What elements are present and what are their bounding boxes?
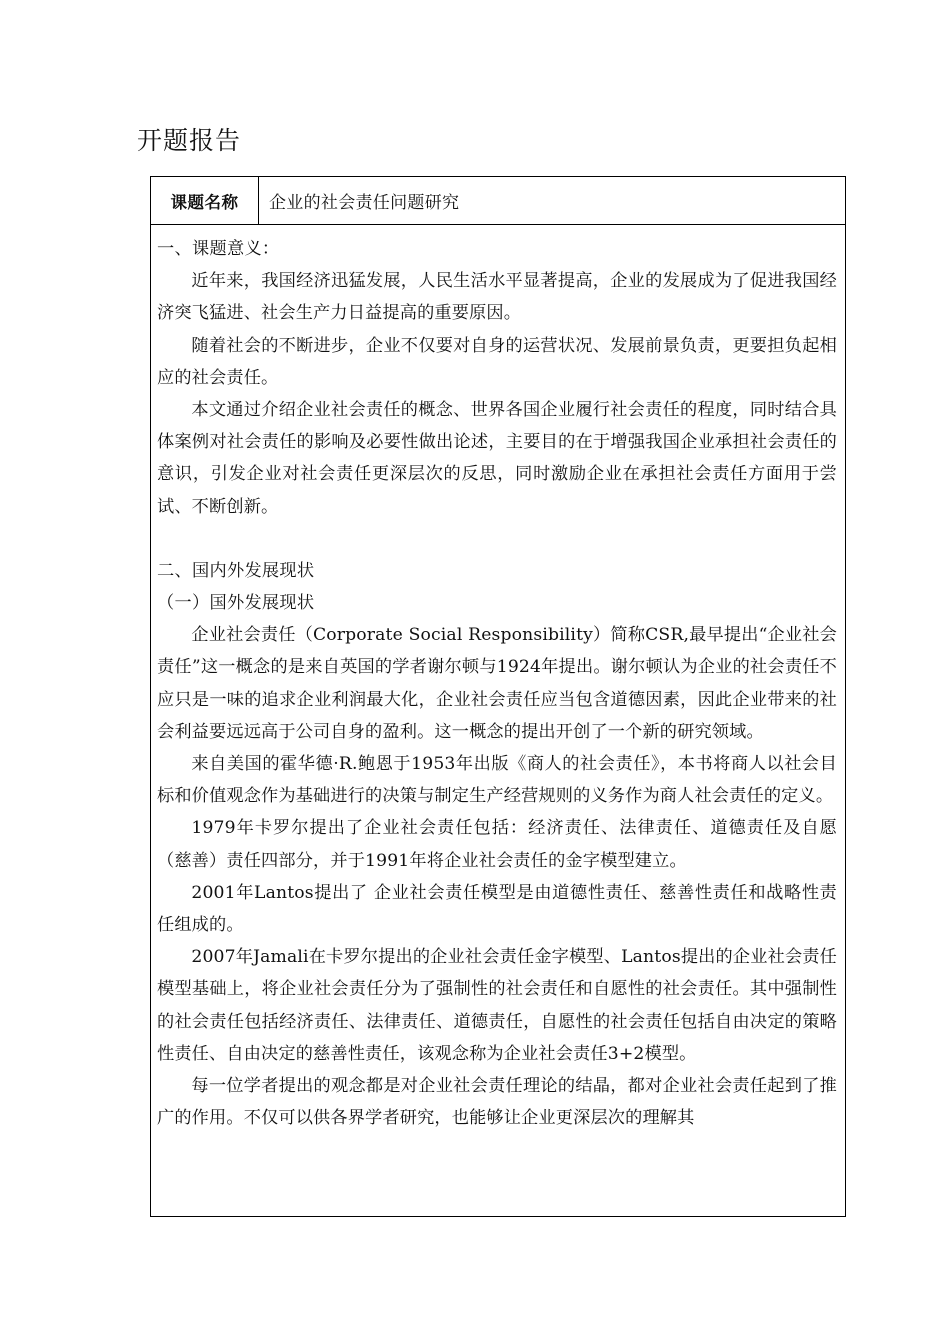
page-title: 开题报告	[137, 126, 242, 155]
topic-row	[151, 177, 845, 225]
paragraph: 近年来，我国经济迅猛发展，人民生活水平显著提高，企业的发展成为了促进我国经济突飞猛进、社会生产力日益提高的重要原因。	[157, 271, 837, 324]
paragraph: 2007年Jamali在卡罗尔提出的企业社会责任金字模型、Lantos提出的企业社会责任模型基础上，将企业社会责任分为了强制性的社会责任和自愿性的社会责任。其中强制性的社会责任包括经济责任、法律责任、道德责任，自愿性的社会责任包括自由决定的策略性责任、自由决定的慈善性责任，该观念称为企业社会责任3+2模型。	[157, 947, 837, 1064]
report-body	[151, 225, 845, 1134]
section-heading-significance: 一、课题意义：	[157, 239, 280, 259]
section-spacer	[157, 523, 837, 555]
topic-label: 课题名称	[151, 177, 259, 224]
topic-value: 企业的社会责任问题研究	[269, 193, 460, 213]
section-heading-status: 二、国内外发展现状	[157, 560, 315, 581]
paragraph: 来自美国的霍华德·R.鲍恩于1953年出版《商人的社会责任》，本书将商人以社会目标和价值观念作为基础进行的决策与制定生产经营规则的义务作为商人社会责任的定义。	[157, 754, 837, 807]
paragraph: 每一位学者提出的观念都是对企业社会责任理论的结晶，都对企业社会责任起到了推广的作用。不仅可以供各界学者研究，也能够让企业更深层次的理解其	[157, 1076, 837, 1129]
paragraph: 本文通过介绍企业社会责任的概念、世界各国企业履行社会责任的程度，同时结合具体案例对社会责任的影响及必要性做出论述，主要目的在于增强我国企业承担社会责任的意识，引发企业对社会责任更深层次的反思，同时激励企业在承担社会责任方面用于尝试、不断创新。	[157, 400, 837, 517]
paragraph: 2001年Lantos提出了 企业社会责任模型是由道德性责任、慈善性责任和战略性责任组成的。	[157, 882, 837, 936]
paragraph: 1979年卡罗尔提出了企业社会责任包括：经济责任、法律责任、道德责任及自愿（慈善）责任四部分，并于1991年将企业社会责任的金字模型建立。	[157, 818, 837, 871]
report-table	[150, 176, 846, 1217]
paragraph: 企业社会责任（Corporate Social Responsibility）简称CSR,最早提出“企业社会责任”这一概念的是来自英国的学者谢尔顿与1924年提出。谢尔顿认为企业的社会责任不应只是一味的追求企业利润最大化，企业社会责任应当包含道德因素，因此企业带来的社会利益要远远高于公司自身的盈利。这一概念的提出开创了一个新的研究领域。	[157, 625, 837, 742]
paragraph: 随着社会的不断进步，企业不仅要对自身的运营状况、发展前景负责，更要担负起相应的社会责任。	[157, 335, 837, 388]
subsection-heading-foreign: （一）国外发展现状	[157, 593, 315, 614]
